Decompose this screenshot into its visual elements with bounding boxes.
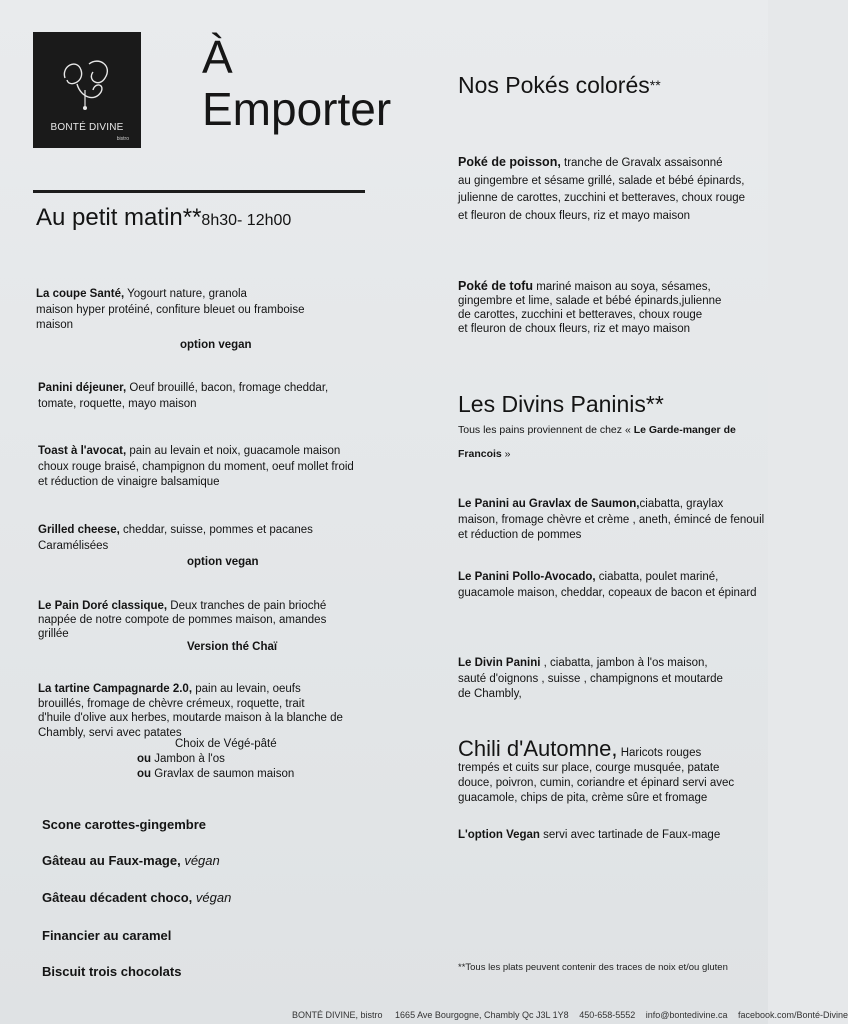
title-line1: À	[202, 31, 233, 83]
item-option: option vegan	[180, 339, 252, 351]
chili-item	[458, 736, 764, 806]
choice: Jambon à l'os	[151, 753, 225, 765]
item-name: Le Pain Doré classique,	[38, 600, 168, 612]
panini-name: Le Panini Pollo-Avocado,	[458, 571, 596, 583]
logo-swirl-icon	[55, 50, 119, 114]
panini-desc: et réduction de pommes	[458, 529, 582, 541]
extra-item	[42, 817, 206, 832]
panini-item	[458, 656, 764, 703]
item-desc: cheddar, suisse, pommes et pacanes	[119, 524, 313, 536]
menu-item	[38, 381, 368, 412]
item-desc: d'huile d'olive aux herbes, moutarde maison à la blanche de	[38, 712, 343, 724]
poke-item	[458, 154, 758, 225]
chili-name: Chili d'Automne,	[458, 736, 618, 761]
menu-item	[38, 682, 368, 740]
item-choices	[175, 737, 277, 752]
choice: Choix de Végé-pâté	[175, 738, 277, 750]
chili-desc: guacamole, chips de pita, crème sûre et fromage	[458, 792, 708, 804]
item-desc: grillée	[38, 628, 69, 640]
item-desc: pain au levain et noix, guacamole maison	[126, 445, 341, 457]
item-desc: Chambly, servi avec patates	[38, 726, 182, 739]
item-desc: pain au levain, oeufs	[192, 683, 301, 695]
item-name: Toast à l'avocat,	[38, 445, 127, 457]
footer-phone: 450-658-5552	[579, 1010, 636, 1020]
poke-desc: julienne de carottes, zucchini et betteraves, choux rouge	[458, 192, 746, 204]
menu-item	[38, 444, 368, 491]
poke-name: Poké de tofu	[458, 279, 534, 293]
chili-desc: douce, poivron, cumin, coriandre et épinard servi avec	[458, 777, 735, 789]
footer-facebook[interactable]: facebook.com/Bonté-Divine	[737, 1010, 848, 1020]
poke-desc: au gingembre et sésame grillé, salade et bébé épinards,	[458, 174, 745, 187]
item-choices	[137, 752, 294, 781]
item-desc: brouillés, fromage de chèvre crémeux, roquette, trait	[38, 697, 305, 710]
item-option: option vegan	[187, 556, 259, 568]
item-option: Version thé Chaï	[187, 641, 278, 653]
menu-item	[38, 523, 368, 554]
chili-desc: Haricots rouges	[617, 747, 702, 759]
item-name: Grilled cheese,	[38, 524, 120, 536]
chili-vegan	[458, 828, 720, 844]
logo-brand: BONTÉ DIVINE	[50, 122, 124, 133]
poke-desc: de carottes, zucchini et betteraves, choux rouge	[458, 309, 703, 321]
vegan-desc: servi avec tartinade de Faux-mage	[539, 829, 721, 841]
choice-or: ou	[137, 767, 152, 780]
panini-desc: de Chambly,	[458, 688, 522, 700]
item-desc: maison hyper protéiné, confiture bleuet ou framboise	[36, 303, 305, 316]
extra-tag: végan	[192, 890, 232, 905]
vegan-name: L'option Vegan	[458, 829, 540, 841]
extra-name: Scone carottes-gingembre	[42, 817, 206, 832]
intro-close: »	[501, 448, 511, 460]
item-name: La coupe Santé,	[36, 288, 125, 300]
panini-item	[458, 497, 764, 544]
extra-name: Financier au caramel	[42, 928, 172, 943]
extra-item	[42, 928, 171, 943]
paninis-intro	[458, 418, 764, 466]
choice: Gravlax de saumon maison	[151, 767, 295, 780]
panini-desc: ciabatta, poulet mariné,	[595, 571, 719, 583]
item-desc: maison	[36, 319, 74, 331]
logo-sub: bistro	[116, 136, 129, 142]
poke-desc: tranche de Gravalx assaisonné	[560, 157, 723, 169]
breakfast-hours: 8h30- 12h00	[201, 212, 292, 229]
chili-desc: trempés et cuits sur place, courge musquée, patate	[458, 762, 720, 774]
extra-item	[42, 964, 181, 979]
item-name: La tartine Campagnarde 2.0,	[38, 683, 193, 695]
item-desc: nappée de notre compote de pommes maison, amandes	[38, 614, 327, 626]
panini-desc: guacamole maison, cheddar, copeaux de bacon et épinard	[458, 586, 757, 599]
item-desc: Yogourt nature, granola	[124, 288, 247, 300]
pokes-stars: **	[649, 77, 661, 93]
item-desc: et réduction de vinaigre balsamique	[38, 476, 220, 488]
item-desc: Oeuf brouillé, bacon, fromage cheddar,	[126, 382, 329, 394]
item-name: Panini déjeuner,	[38, 382, 127, 394]
title-rule	[33, 190, 365, 193]
choice-or: ou	[137, 753, 152, 765]
panini-desc: ciabatta, graylax	[639, 498, 724, 510]
panini-desc: , ciabatta, jambon à l'os maison,	[540, 657, 708, 669]
breakfast-title: Au petit matin**	[36, 204, 202, 231]
supplier-name-2: Francois	[458, 448, 502, 460]
item-desc: Deux tranches de pain brioché	[167, 600, 327, 612]
allergy-note: **Tous les plats peuvent contenir des traces de noix et/ou gluten	[458, 962, 728, 973]
pokes-title: Nos Pokés colorés	[458, 72, 650, 98]
poke-desc: gingembre et lime, salade et bébé épinards,julienne	[458, 295, 722, 307]
extra-item	[42, 890, 231, 905]
logo	[33, 32, 141, 148]
item-desc: tomate, roquette, mayo maison	[38, 397, 197, 410]
panini-desc: sauté d'oignons , suisse , champignons et moutarde	[458, 672, 723, 685]
extra-tag: végan	[180, 853, 220, 868]
footer	[292, 1010, 848, 1020]
extra-item	[42, 853, 220, 868]
menu-item	[38, 599, 368, 641]
item-desc: choux rouge braisé, champignon du moment, oeuf mollet froid	[38, 460, 354, 473]
intro-text: Tous les pains proviennent de chez «	[458, 424, 634, 436]
panini-name: Le Divin Panini	[458, 657, 541, 669]
panini-item	[458, 570, 764, 601]
supplier-name: Le Garde-manger de	[633, 424, 736, 436]
poke-name: Poké de poisson,	[458, 155, 561, 169]
extra-name: Biscuit trois chocolats	[42, 964, 182, 979]
poke-desc: et fleuron de choux fleurs, riz et mayo maison	[458, 209, 691, 222]
extra-name: Gâteau au Faux-mage,	[42, 853, 181, 868]
poke-desc: et fleuron de choux fleurs, riz et mayo maison	[458, 323, 691, 335]
paninis-heading: Les Divins Paninis**	[458, 391, 664, 417]
extra-name: Gâteau décadent choco,	[42, 890, 193, 905]
footer-brand: BONTÉ DIVINE, bistro	[292, 1010, 383, 1020]
poke-item	[458, 279, 758, 336]
panini-name: Le Panini au Gravlax de Saumon,	[458, 498, 640, 510]
pokes-heading	[458, 72, 661, 99]
title-line2: Emporter	[202, 83, 392, 135]
panini-desc: maison, fromage chèvre et crème , aneth, émincé de fenouil	[458, 513, 765, 526]
breakfast-heading	[36, 204, 291, 232]
poke-desc: mariné maison au soya, sésames,	[533, 281, 711, 293]
item-desc: Caramélisées	[38, 539, 109, 552]
footer-email[interactable]: info@bontedivine.ca	[645, 1010, 728, 1020]
menu-item	[36, 287, 366, 334]
footer-address: 1665 Ave Bourgogne, Chambly Qc J3L 1Y8	[395, 1010, 569, 1020]
